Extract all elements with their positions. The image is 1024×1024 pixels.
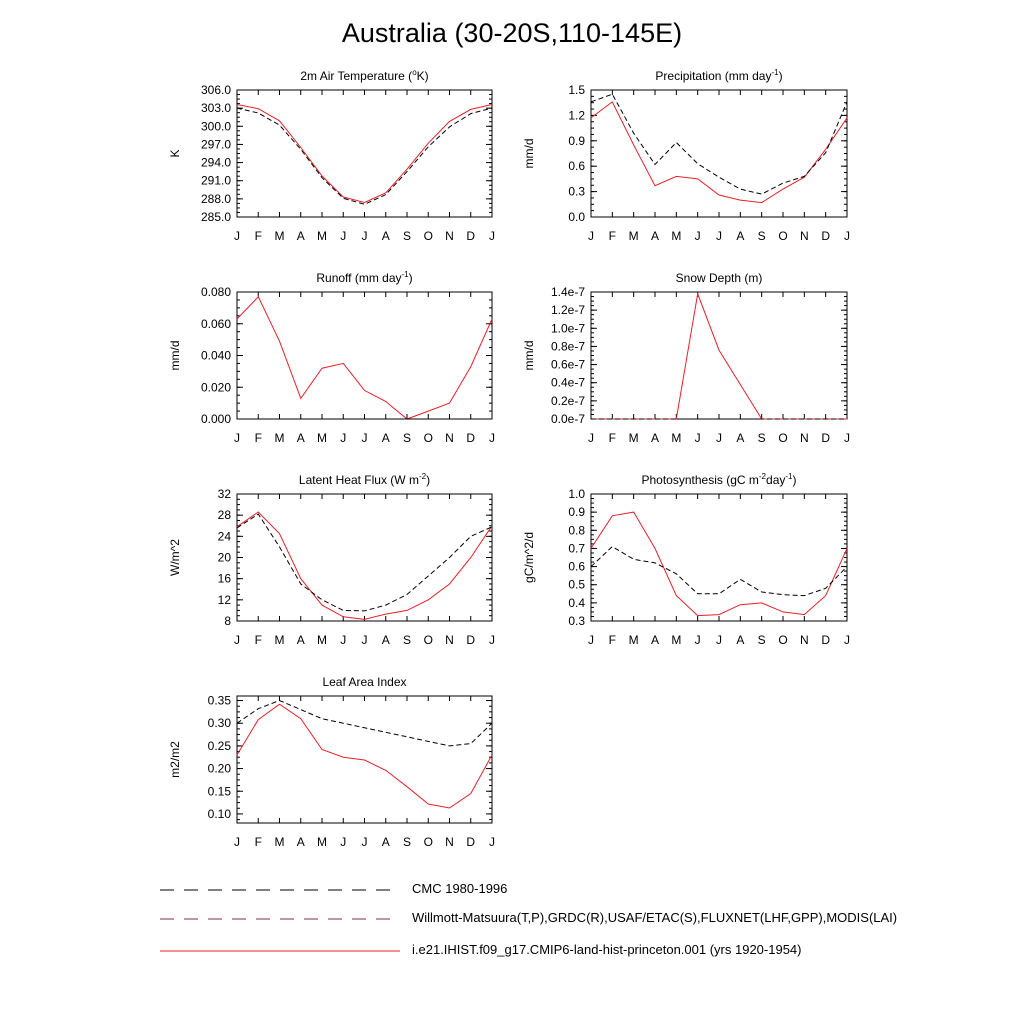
y-axis-label: mm/d (522, 138, 536, 169)
x-tick-label: O (423, 431, 433, 445)
x-tick-label: J (340, 229, 347, 243)
y-tick-label: 0.6 (568, 559, 585, 574)
plot-frame (237, 90, 492, 217)
x-tick-label: J (844, 431, 850, 445)
x-tick-label: J (588, 431, 594, 445)
y-axis-label: gC/m^2/d (522, 532, 536, 583)
x-tick-label: J (588, 633, 594, 647)
y-tick-label: 16 (217, 571, 231, 586)
x-tick-label: J (844, 633, 850, 647)
x-tick-label: D (821, 633, 831, 647)
x-tick-label: M (317, 229, 327, 243)
x-tick-label: D (821, 431, 831, 445)
chart-panel-1 (168, 68, 495, 243)
y-axis-label: m2/m2 (168, 741, 182, 778)
plot-frame (237, 292, 492, 419)
legend-line-dash-black (160, 879, 400, 901)
y-tick-label: 285.0 (200, 210, 231, 224)
y-axis-label: mm/d (522, 340, 536, 371)
plot-frame (591, 90, 847, 217)
x-tick-label: S (757, 633, 766, 647)
y-tick-label: 0.5 (568, 577, 585, 592)
chart-panel-2 (522, 68, 850, 243)
x-tick-label: F (608, 431, 617, 445)
x-tick-label: M (671, 229, 682, 243)
x-tick-label: O (423, 229, 433, 243)
series-line-model (237, 704, 492, 808)
x-tick-label: J (340, 633, 347, 647)
y-axis-label: K (168, 149, 182, 158)
legend-label: CMC 1980-1996 (412, 881, 508, 896)
y-tick-label: 0.25 (207, 738, 231, 753)
x-tick-label: F (254, 229, 262, 243)
x-tick-label: J (234, 633, 240, 647)
y-tick-label: 28 (217, 508, 231, 523)
x-tick-label: A (381, 835, 390, 849)
x-tick-label: M (274, 835, 285, 849)
chart-panel-5 (168, 472, 495, 647)
x-tick-label: J (234, 431, 240, 445)
series-line-obs (591, 547, 847, 596)
y-tick-label: 1.0e-7 (550, 321, 585, 336)
y-tick-label: 0.000 (200, 412, 231, 426)
x-tick-label: S (757, 431, 766, 445)
y-tick-label: 0.10 (207, 806, 231, 821)
x-tick-label: F (608, 633, 617, 647)
y-tick-label: 0.080 (200, 285, 231, 299)
x-tick-label: N (799, 229, 809, 243)
x-tick-label: M (671, 633, 682, 647)
x-tick-label: M (628, 431, 639, 445)
x-tick-label: O (778, 431, 788, 445)
x-tick-label: M (628, 229, 639, 243)
y-axis-label: W/m^2 (168, 539, 182, 576)
panel-title: Precipitation (mm day$^{-1}$) (655, 68, 783, 83)
x-tick-label: N (445, 835, 454, 849)
x-tick-label: S (402, 229, 412, 243)
y-tick-label: 1.0 (568, 487, 585, 501)
x-tick-label: D (466, 431, 476, 445)
x-tick-label: J (716, 229, 722, 243)
x-tick-label: M (274, 229, 285, 243)
x-tick-label: M (274, 431, 285, 445)
x-tick-label: M (671, 431, 682, 445)
y-tick-label: 0.9 (568, 505, 585, 520)
series-line-model (237, 297, 492, 419)
panel-title: Leaf Area Index (322, 675, 407, 689)
x-tick-label: N (445, 229, 454, 243)
y-tick-label: 0.4e-7 (550, 375, 585, 390)
y-tick-label: 32 (217, 487, 231, 501)
x-tick-label: M (628, 633, 639, 647)
x-tick-label: A (381, 431, 390, 445)
panel-title: 2m Air Temperature ($^o$K) (300, 68, 429, 83)
series-line-obs (591, 94, 847, 194)
x-tick-label: N (445, 431, 454, 445)
x-tick-label: M (317, 835, 327, 849)
y-tick-label: 0.35 (207, 693, 231, 708)
x-tick-label: D (466, 229, 476, 243)
x-tick-label: N (799, 431, 809, 445)
legend-label: Willmott-Matsuura(T,P),GRDC(R),USAF/ETAC(S),FLUXNET(LHF,GPP),MODIS(LAI) (412, 910, 898, 925)
panel-title: Photosynthesis (gC $m^{-2}day^{-1}$) (641, 472, 797, 487)
y-tick-label: 24 (217, 529, 231, 544)
y-tick-label: 0.0 (568, 210, 585, 224)
series-line-model (591, 294, 847, 419)
x-tick-label: M (274, 633, 285, 647)
x-tick-label: J (361, 835, 368, 849)
x-tick-label: A (296, 431, 305, 445)
y-tick-label: 0.4 (568, 595, 585, 610)
y-tick-label: 303.0 (200, 101, 231, 116)
y-tick-label: 0.0e-7 (550, 412, 585, 426)
plot-frame (591, 292, 847, 419)
y-tick-label: 0.20 (207, 761, 231, 776)
y-tick-label: 8 (224, 614, 231, 628)
x-tick-label: A (650, 431, 660, 445)
series-line-model (591, 512, 847, 616)
x-tick-label: J (489, 229, 495, 243)
x-tick-label: A (296, 835, 305, 849)
x-tick-label: S (402, 835, 412, 849)
x-tick-label: J (361, 633, 368, 647)
legend-item-model (160, 940, 1000, 962)
figure-title: Australia (30-20S,110-145E) (341, 18, 683, 48)
y-tick-label: 291.0 (200, 173, 231, 188)
x-tick-label: A (736, 633, 745, 647)
x-tick-label: S (402, 633, 412, 647)
y-tick-label: 297.0 (200, 137, 231, 152)
y-tick-label: 0.8e-7 (550, 339, 585, 354)
plot-frame (237, 494, 492, 621)
y-tick-label: 0.9 (568, 133, 585, 148)
y-tick-label: 20 (217, 550, 231, 565)
legend-label: i.e21.IHIST.f09_g17.CMIP6-land-hist-princeton.001 (yrs 1920-1954) (412, 942, 802, 957)
panel-title: Latent Heat Flux (W $m^{-2}$) (298, 472, 431, 487)
y-tick-label: 1.4e-7 (550, 285, 585, 299)
chart-panel-6 (522, 472, 850, 647)
y-tick-label: 12 (217, 592, 231, 607)
series-line-model (237, 512, 492, 619)
series-line-obs (237, 108, 492, 204)
y-tick-label: 0.060 (200, 316, 231, 331)
x-tick-label: J (716, 431, 722, 445)
y-tick-label: 294.0 (200, 155, 231, 170)
x-tick-label: O (778, 229, 788, 243)
chart-panel-7 (168, 675, 495, 849)
y-tick-label: 0.2e-7 (550, 393, 585, 408)
x-tick-label: J (489, 431, 495, 445)
x-tick-label: D (466, 633, 476, 647)
x-tick-label: J (340, 835, 347, 849)
y-tick-label: 0.30 (207, 716, 231, 731)
x-tick-label: J (489, 633, 495, 647)
y-axis-label: mm/d (168, 340, 182, 371)
x-tick-label: O (423, 835, 433, 849)
panel-title: Snow Depth (m) (675, 271, 763, 285)
x-tick-label: D (821, 229, 831, 243)
x-tick-label: J (694, 633, 701, 647)
legend-line-dash-multi (160, 908, 400, 930)
x-tick-label: A (736, 431, 745, 445)
x-tick-label: A (296, 229, 305, 243)
x-tick-label: J (844, 229, 850, 243)
x-tick-label: S (757, 229, 766, 243)
x-tick-label: A (736, 229, 745, 243)
y-tick-label: 1.2 (568, 108, 585, 123)
x-tick-label: N (799, 633, 809, 647)
x-tick-label: J (694, 229, 701, 243)
y-tick-label: 0.6e-7 (550, 357, 585, 372)
series-line-model (591, 102, 847, 203)
x-tick-label: O (778, 633, 788, 647)
x-tick-label: F (254, 633, 262, 647)
legend-item-obs (160, 908, 1000, 930)
y-tick-label: 288.0 (200, 191, 231, 206)
x-tick-label: J (489, 835, 495, 849)
legend-line-solid-red (160, 940, 400, 962)
x-tick-label: J (588, 229, 594, 243)
x-tick-label: J (340, 431, 347, 445)
x-tick-label: F (254, 835, 262, 849)
x-tick-label: F (608, 229, 617, 243)
series-line-model (237, 105, 492, 203)
y-tick-label: 1.2e-7 (550, 303, 585, 318)
panel-title: Runoff (mm day$^{-1}$) (316, 270, 413, 285)
chart-panel-3 (168, 270, 495, 445)
y-tick-label: 0.020 (200, 380, 231, 395)
x-tick-label: J (694, 431, 701, 445)
x-tick-label: A (650, 229, 660, 243)
y-tick-label: 306.0 (200, 83, 231, 97)
x-tick-label: S (402, 431, 412, 445)
y-tick-label: 300.0 (200, 119, 231, 134)
legend-item-cmc (160, 879, 1000, 901)
x-tick-label: A (296, 633, 305, 647)
y-tick-label: 0.8 (568, 523, 585, 538)
series-line-obs (237, 514, 492, 611)
x-tick-label: A (381, 633, 390, 647)
x-tick-label: O (423, 633, 433, 647)
y-tick-label: 0.3 (568, 184, 585, 199)
x-tick-label: F (254, 431, 262, 445)
x-tick-label: N (445, 633, 454, 647)
y-tick-label: 0.040 (200, 348, 231, 363)
y-tick-label: 1.5 (568, 83, 585, 97)
y-tick-label: 0.3 (568, 614, 585, 628)
x-tick-label: J (234, 835, 240, 849)
x-tick-label: J (361, 431, 368, 445)
x-tick-label: A (650, 633, 660, 647)
chart-panel-4 (522, 271, 850, 445)
y-tick-label: 0.7 (568, 541, 585, 556)
x-tick-label: M (317, 431, 327, 445)
y-tick-label: 0.6 (568, 159, 585, 174)
x-tick-label: M (317, 633, 327, 647)
x-tick-label: A (381, 229, 390, 243)
y-tick-label: 0.15 (207, 784, 231, 799)
x-tick-label: J (361, 229, 368, 243)
x-tick-label: J (234, 229, 240, 243)
x-tick-label: D (466, 835, 476, 849)
x-tick-label: J (716, 633, 722, 647)
